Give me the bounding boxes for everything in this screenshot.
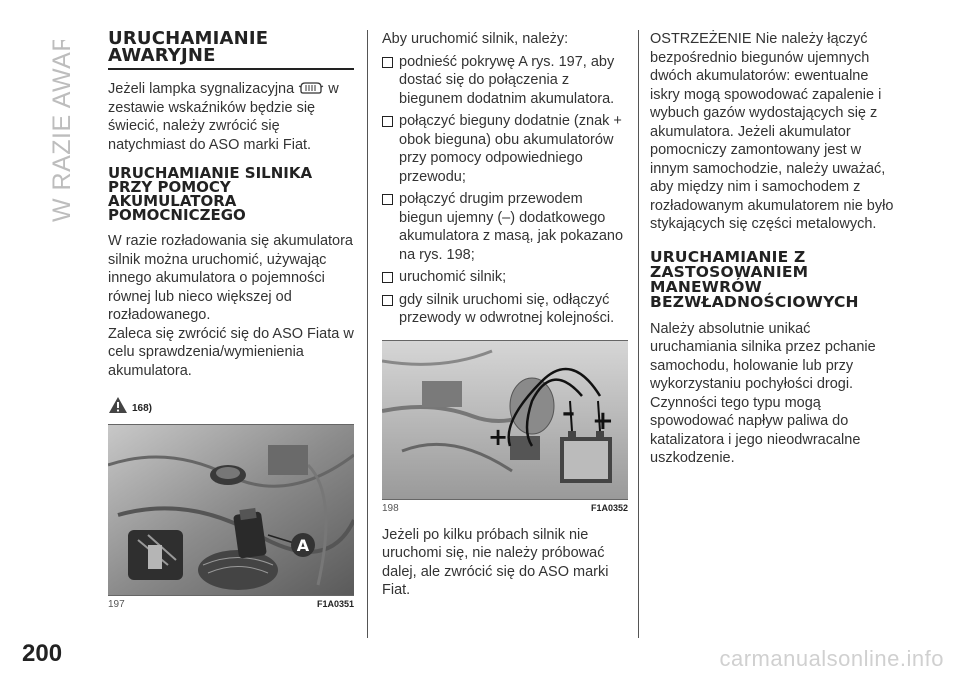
column-3	[650, 30, 900, 468]
list-item	[382, 190, 628, 264]
list-item	[382, 53, 628, 109]
checkbox-icon	[382, 194, 393, 205]
section-label-text: W RAZIE AWARII	[48, 40, 76, 222]
step-text: uruchomić silnik;	[399, 269, 507, 285]
steps-intro: Aby uruchomić silnik, należy:	[382, 31, 569, 47]
watermark: carmanualsonline.info	[719, 646, 944, 671]
figure-number: 198	[382, 502, 399, 514]
figure-number: 197	[108, 599, 125, 610]
page-number: 200	[22, 640, 63, 667]
figure-caption	[382, 503, 628, 514]
warning-lamp-icon	[298, 81, 324, 95]
title-underline	[108, 68, 354, 70]
list-item	[382, 291, 628, 328]
intro-text-b: w zestawie wskaźników będzie się świecić, należy zwrócić się natychmiast do ASO marki Fiat.	[108, 81, 339, 153]
figure-code: F1A0351	[316, 599, 354, 609]
step-text: połączyć drugim przewodem biegun ujemny (–) dodatkowego akumulatora z masą, jak pokazano na rys. 198;	[399, 191, 624, 263]
list-item	[382, 112, 628, 186]
checkbox-icon	[382, 272, 393, 283]
paragraph: Zaleca się zwrócić się do ASO Fiata w celu sprawdzenia/wymienienia akumulatora.	[108, 325, 354, 379]
outro-paragraph: Jeżeli po kilku próbach silnik nie uruchomi się, nie należy próbować dalej, ale zwrócić się do ASO marki Fiat.	[382, 526, 609, 598]
positive-terminal-label: +	[592, 405, 614, 436]
figure-197	[108, 424, 354, 596]
figure-code: F1A0352	[590, 502, 628, 513]
paragraph: Należy absolutnie unikać uruchamiania silnika przez pchanie samochodu, holowanie lub przy wykorzystaniu pochyłości drogi. Czynności tego typu mogą spowodować napływ paliwa do katalizatora i jego nieodwracalne uszkodzenie.	[650, 320, 876, 466]
subsection-title: URUCHAMIANIE SILNIKA PRZY POMOCY AKUMULATORA POMOCNICZEGO	[108, 164, 313, 224]
section-title: URUCHAMIANIE AWARYJNE	[108, 28, 269, 66]
checkbox-icon	[382, 116, 393, 127]
warning-ref-text: 168)	[132, 403, 153, 414]
section-title: URUCHAMIANIE Z ZASTOSOWANIEM MANEWRÓW BEZWŁADNOŚCIOWYCH	[650, 247, 859, 311]
warning-reference	[108, 396, 354, 414]
column-1	[108, 30, 354, 610]
step-text: podnieść pokrywę A rys. 197, aby dostać się do połączenia z biegunem dodatnim akumulatora.	[399, 53, 615, 107]
column-divider	[638, 30, 639, 638]
warning-paragraph: OSTRZEŻENIE Nie należy łączyć bezpośrednio biegunów ujemnych dwóch akumulatorów: ewentualne iskry mogą spowodować zapalenie i wybuch gazów wydostających się z akumulatora. Jeżeli akumulator pomocniczy zamontowany jest w innym samochodzie, należy uważać, aby między nim i samochodem z rozładowanym akumulatorem nie było stykających się części metalowych.	[650, 31, 894, 232]
negative-terminal-label: –	[562, 397, 575, 428]
callout-a: A	[296, 536, 310, 555]
engine-bay-image	[108, 425, 354, 595]
checkbox-icon	[382, 295, 393, 306]
intro-paragraph	[108, 80, 354, 154]
jump-start-image	[382, 341, 628, 499]
figure-caption	[108, 599, 354, 610]
warning-triangle-icon	[108, 396, 128, 414]
step-text: gdy silnik uruchomi się, odłączyć przewody w odwrotnej kolejności.	[399, 291, 615, 326]
figure-198	[382, 340, 628, 500]
ground-terminal-label: +	[488, 422, 509, 451]
paragraph: W razie rozładowania się akumulatora silnik można uruchomić, używając innego akumulatora o pojemności równej lub nieco większej od rozładowanego.	[108, 233, 353, 323]
step-text: połączyć bieguny dodatnie (znak + obok bieguna) obu akumulatorów przy pomocy odpowiedniego przewodu;	[399, 113, 622, 185]
column-2	[382, 30, 628, 600]
checkbox-icon	[382, 57, 393, 68]
intro-text-a: Jeżeli lampka sygnalizacyjna	[108, 81, 295, 97]
list-item	[382, 268, 628, 287]
column-divider	[367, 30, 368, 638]
section-label	[24, 40, 84, 230]
